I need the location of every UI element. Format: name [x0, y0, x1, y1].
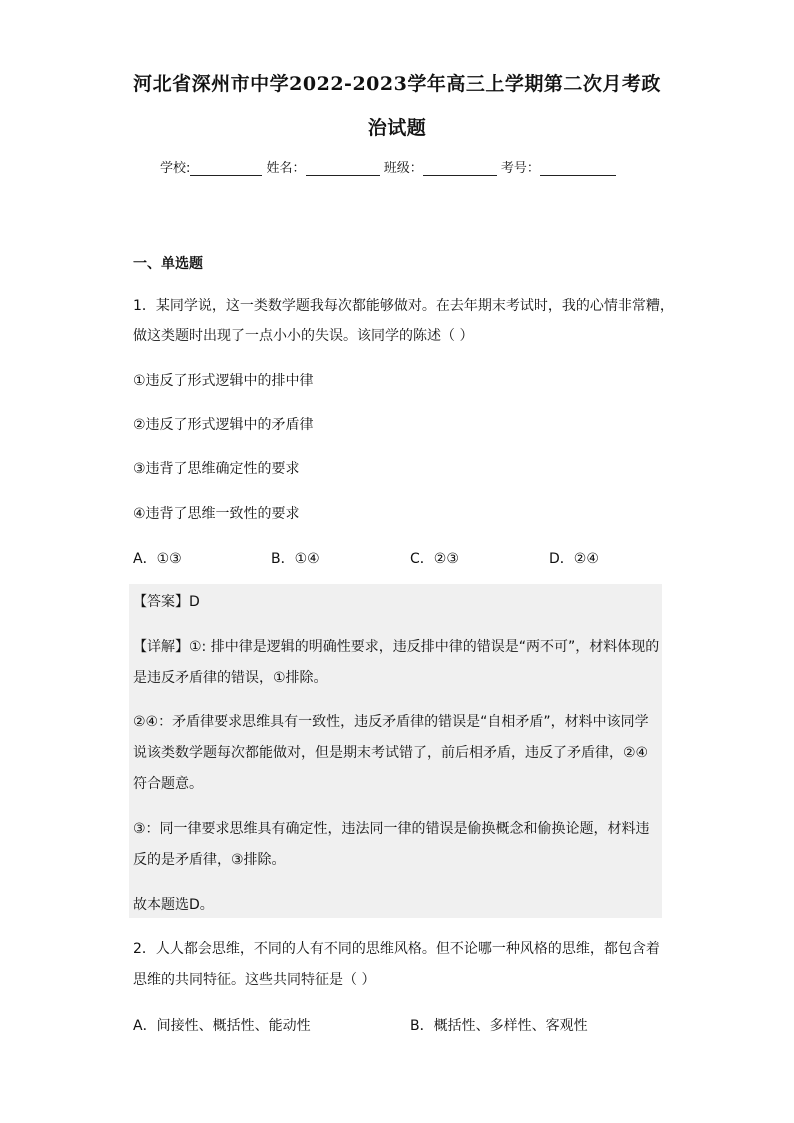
q1-answer: 【答案】D — [133, 594, 200, 610]
q1-stem-line2: 做这类题时出现了一点小小的失误。该同学的陈述（ ） — [133, 328, 474, 344]
school-label: 学校: — [160, 161, 191, 176]
q1-option-a: A．①③ — [133, 551, 182, 567]
q1-conclusion: 故本题选D。 — [133, 897, 214, 913]
q1-stem-line1: 1．某同学说，这一类数学题我每次都能够做对。在去年期末考试时，我的心情非常糟， — [133, 298, 674, 314]
q1-statement-1: ①违反了形式逻辑中的排中律 — [133, 373, 314, 389]
class-label: 班级： — [383, 161, 423, 176]
q1-option-d: D．②④ — [549, 551, 599, 567]
q1-detail-line2: 是违反矛盾律的错误，①排除。 — [133, 670, 328, 686]
student-info-row — [160, 157, 616, 176]
name-label: 姓名： — [266, 161, 306, 176]
q2-option-a: A．间接性、概括性、能动性 — [133, 1018, 311, 1034]
q1-detail-line1: 【详解】①: 排中律是逻辑的明确性要求，违反排中律的错误是“两不可”，材料体现的 — [133, 639, 660, 655]
q1-statement-3: ③违背了思维确定性的要求 — [133, 461, 300, 477]
q1-option-b: B．①④ — [271, 551, 320, 567]
school-blank[interactable] — [190, 161, 262, 176]
q1-option-c: C．②③ — [410, 551, 459, 567]
class-blank[interactable] — [423, 161, 497, 176]
q1-detail-line6: ③：同一律要求思维具有确定性，违法同一律的错误是偷换概念和偷换论题，材料违 — [133, 821, 650, 837]
exam-no-blank[interactable] — [540, 161, 616, 176]
q2-stem-line1: 2．人人都会思维，不同的人有不同的思维风格。但不论哪一种风格的思维，都包含着 — [133, 941, 660, 957]
q1-statement-4: ④违背了思维一致性的要求 — [133, 506, 300, 522]
q2-stem-line2: 思维的共同特征。这些共同特征是（ ） — [133, 972, 376, 988]
q2-option-b: B．概括性、多样性、客观性 — [410, 1018, 588, 1034]
q1-detail-line5: 符合题意。 — [133, 776, 203, 792]
doc-title-line2: 治试题 — [367, 117, 427, 139]
exam-no-label: 考号： — [500, 161, 540, 176]
q1-detail-line7: 反的是矛盾律，③排除。 — [133, 852, 286, 868]
doc-title-line1: 河北省深州市中学2022-2023学年高三上学期第二次月考政 — [133, 73, 661, 95]
name-blank[interactable] — [306, 161, 380, 176]
q1-detail-line4: 说该类数学题每次都能做对，但是期末考试错了，前后相矛盾，违反了矛盾律，②④ — [133, 745, 649, 761]
section-heading: 一、单选题 — [133, 256, 203, 272]
q1-detail-line3: ②④：矛盾律要求思维具有一致性，违反矛盾律的错误是“自相矛盾”，材料中该同学 — [133, 714, 649, 730]
q1-statement-2: ②违反了形式逻辑中的矛盾律 — [133, 417, 314, 433]
